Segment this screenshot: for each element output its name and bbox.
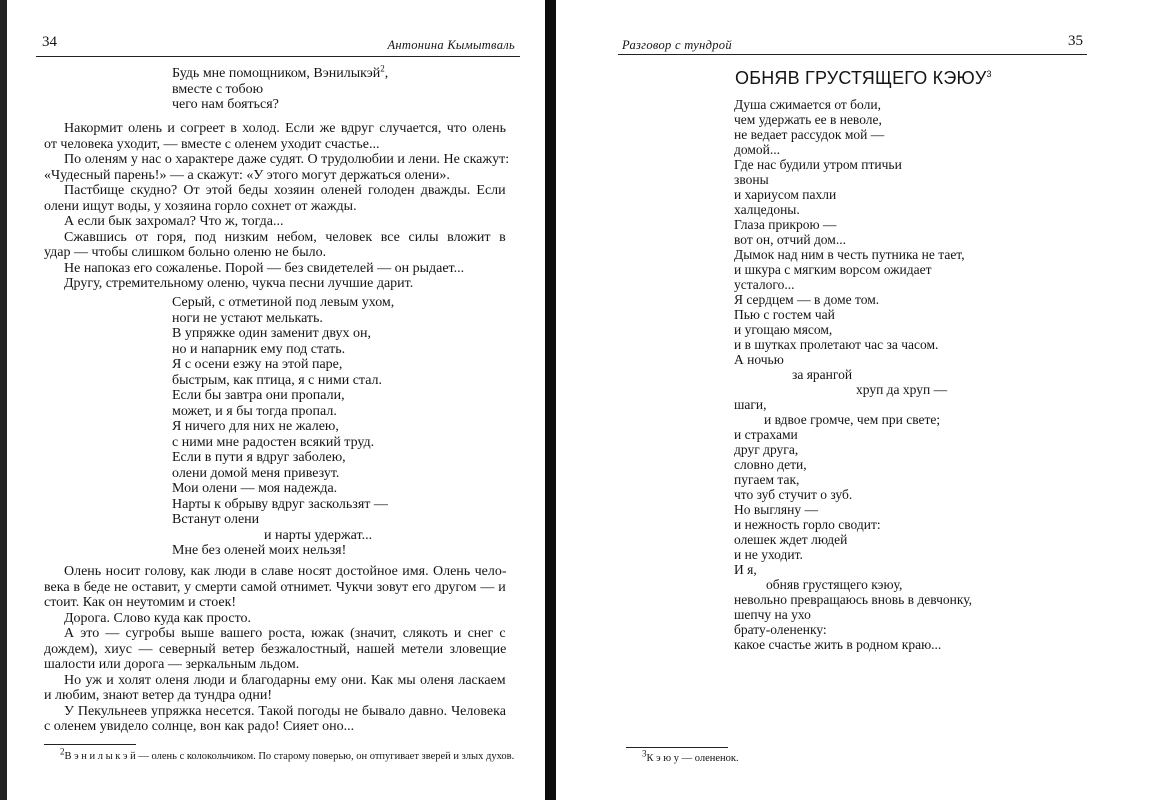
- paragraph: [44, 230, 506, 261]
- verse-line: и вдвое громче, чем при свете;: [764, 412, 941, 427]
- paragraph: [44, 564, 506, 611]
- text-line: от человека уходит, — вместе с оленем уходит счастье...: [44, 136, 380, 152]
- paragraph: [44, 152, 510, 183]
- text-line: Сжавшись от горя, под низким небом, человек все силы вложит в: [64, 229, 506, 245]
- verse-line: Серый, с отметиной под левым ухом,: [172, 295, 395, 310]
- verse-line: и нарты удержат...: [264, 527, 373, 543]
- text-line: «Чудесный парень!» — а скажут: «У этого могут держаться олени».: [44, 167, 450, 183]
- verse-line: Мне без оленей моих нельзя!: [172, 543, 347, 558]
- header-rule: [618, 54, 1087, 55]
- verse-line: не ведает рассудок мой —: [734, 127, 885, 142]
- paragraph: [44, 214, 506, 230]
- verse-line: Я сердцем — в доме том.: [734, 292, 880, 307]
- footnote: [60, 746, 515, 762]
- verse-line: шаги,: [734, 397, 767, 412]
- text-line: века в беде не оставит, у смерти самой отнимет. Чукчи зовут его другом — и: [44, 579, 506, 595]
- verse-line: Я с осени езжу на этой паре,: [172, 357, 343, 372]
- footnote-mark: 2: [60, 746, 65, 757]
- verse-line: Если бы завтра они пропали,: [172, 388, 345, 403]
- verse-line: Если в пути я вдруг заболею,: [172, 450, 346, 465]
- verse-line: пугаем так,: [734, 472, 800, 487]
- running-head: Разговор с тундрой: [622, 38, 732, 52]
- verse-line: Но выгляну —: [734, 502, 818, 517]
- verse-line: и в шутках пролетают час за часом.: [734, 337, 939, 352]
- text-line: олени ищут воды, у хозяина горло сохнет от жажды.: [44, 198, 357, 214]
- running-head: Антонина Кымытваль: [387, 38, 515, 52]
- verse-line: Душа сжимается от боли,: [734, 97, 881, 112]
- verse-line: но и напарник ему под стать.: [172, 341, 346, 357]
- verse-1: [172, 63, 389, 113]
- paragraph: [44, 276, 506, 292]
- verse-line: халцедоны.: [734, 202, 800, 217]
- footnote-text: К э ю у — олененок.: [646, 753, 739, 764]
- verse-line: что зуб стучит о зуб.: [734, 487, 853, 502]
- verse-line: Глаза прикрою —: [734, 217, 837, 232]
- verse-line: обняв грустящего кэюу,: [766, 577, 903, 592]
- paragraph: [44, 261, 506, 277]
- verse-line: чем удержать ее в неволе,: [734, 112, 882, 127]
- left-page: [0, 0, 545, 800]
- verse-line: олешек ждет людей: [734, 532, 848, 547]
- text-line: Накормит олень и согреет в холод. Если же вдруг случается, что олень: [64, 121, 507, 136]
- verse-line: Я ничего для них не жалею,: [172, 419, 339, 434]
- paragraph: [44, 121, 506, 152]
- page-edge: [0, 0, 7, 800]
- verse-line: Где нас будили утром птичьи: [734, 157, 902, 172]
- verse-line: Дымок над ним в честь путника не тает,: [734, 247, 965, 262]
- verse-line: В упряжке один заменит двух он,: [172, 326, 371, 341]
- text-line: Но уж и холят оленя люди и благодарны ему они. Как мы оленя ласкаем: [64, 672, 506, 688]
- text-line: удар — чтобы слишком больно оленю не было.: [44, 245, 327, 260]
- verse-line: домой...: [734, 142, 781, 157]
- verse-line: олени домой меня привезут.: [172, 465, 340, 481]
- verse-line: может, и я бы тогда пропал.: [172, 403, 337, 419]
- right-page: [556, 0, 1149, 800]
- text-line: А это — сугробы выше вашего роста, южак (значит, слякоть и снег с: [64, 626, 506, 641]
- poem-title: ОБНЯВ ГРУСТЯЩЕГО КЭЮУ$^3$: [735, 68, 992, 88]
- verse-line: и шкура с мягким ворсом ожидает: [734, 262, 932, 277]
- page-number: 34: [42, 34, 57, 50]
- verse-line: и не уходит.: [734, 547, 803, 562]
- verse-line: вот он, отчий дом...: [734, 232, 846, 247]
- text-line: Другу, стремительному оленю, чукча песни лучшие дарит.: [64, 276, 414, 291]
- verse-line: с ними мне радостен всякий труд.: [172, 434, 375, 450]
- verse-line: и угощаю мясом,: [734, 322, 833, 337]
- text-line: Не напоказ его сожаленье. Порой — без свидетелей — он рыдает...: [64, 260, 465, 276]
- paragraph: [44, 183, 506, 214]
- prose-section-2: [44, 564, 506, 735]
- verse-line: хруп да хруп —: [856, 382, 948, 397]
- text-line: У Пекульнеев упряжка несется. Такой погоды не бывало давно. Человека: [64, 703, 506, 719]
- footnote-mark: 3: [986, 69, 992, 79]
- verse-2: [172, 295, 394, 559]
- verse-line: ноги не устают мелькать.: [172, 310, 323, 326]
- paragraph: [44, 704, 506, 735]
- verse-line: вместе с тобою: [172, 81, 264, 97]
- text-line: дождем), хиус — северный ветер безжалостный, нашей метели зловещие: [44, 641, 507, 657]
- verse-line: Пью с гостем чай: [734, 307, 835, 322]
- verse-line: звоны: [734, 172, 769, 187]
- poem-body: [734, 97, 972, 652]
- verse-line: Будь мне помощником, Вэнилыкэй$^2$,: [172, 63, 389, 81]
- paragraph: [44, 673, 506, 704]
- page-number: 35: [1068, 33, 1083, 49]
- verse-line: брату-олененку:: [734, 622, 827, 637]
- footnote-mark: 3: [642, 748, 647, 759]
- footnote-mark: 2: [380, 63, 385, 74]
- verse-line: шепчу на ухо: [734, 607, 811, 622]
- verse-line: и нежность горло сводит:: [734, 517, 881, 532]
- verse-line: и страхами: [734, 427, 798, 442]
- text-line: Дорога. Слово куда как просто.: [64, 610, 251, 626]
- paragraph: [44, 626, 506, 673]
- verse-line: за ярангой: [792, 367, 853, 382]
- verse-line: чего нам бояться?: [172, 97, 279, 112]
- text-line: и любим, знают ветер да тундра одни!: [44, 688, 273, 703]
- verse-line: Мои олени — моя надежда.: [172, 481, 338, 496]
- text-line: шалости или дорога — зеркальным льдом.: [44, 657, 300, 672]
- footnote-text: В э н и л ы к э й — олень с колокольчиком. По старому поверью, он отпугивает зверей и злых духов.: [64, 751, 515, 762]
- text-line: Пастбище скудно? От этой беды хозяин оленей голоден дважды. Если: [64, 183, 506, 198]
- verse-line: Встанут олени: [172, 512, 260, 527]
- verse-line: быстрым, как птица, я с ними стал.: [172, 372, 383, 388]
- text-line: Олень носит голову, как люди в славе носят достойное имя. Олень чело-: [64, 564, 507, 579]
- book-gutter: [545, 0, 556, 800]
- header-rule: [36, 56, 520, 57]
- verse-line: невольно превращаюсь вновь в девчонку,: [734, 592, 973, 607]
- verse-line: усталого...: [734, 277, 795, 292]
- verse-line: друг друга,: [734, 442, 799, 457]
- verse-line: и хариусом пахли: [734, 187, 837, 202]
- prose-section-1: [44, 121, 510, 292]
- verse-line: словно дети,: [734, 457, 807, 472]
- text-line: с оленем увидело солнце, вон как радо! Сияет оно...: [44, 719, 355, 734]
- verse-line: какое счастье жить в родном краю...: [734, 637, 942, 652]
- verse-line: Нарты к обрыву вдруг заскользят —: [172, 496, 388, 512]
- text-line: стоит. Как он неутомим и стоек!: [44, 595, 237, 610]
- paragraph: [44, 611, 506, 627]
- footnote-rule: [44, 744, 136, 745]
- text-line: А если бык захромал? Что ж, тогда...: [64, 214, 284, 229]
- text-line: По оленям у нас о характере даже судят. О трудолюбии и лени. Не скажут:: [64, 152, 510, 167]
- footnote: [642, 748, 739, 764]
- verse-line: И я,: [734, 562, 757, 577]
- verse-line: А ночью: [734, 352, 784, 367]
